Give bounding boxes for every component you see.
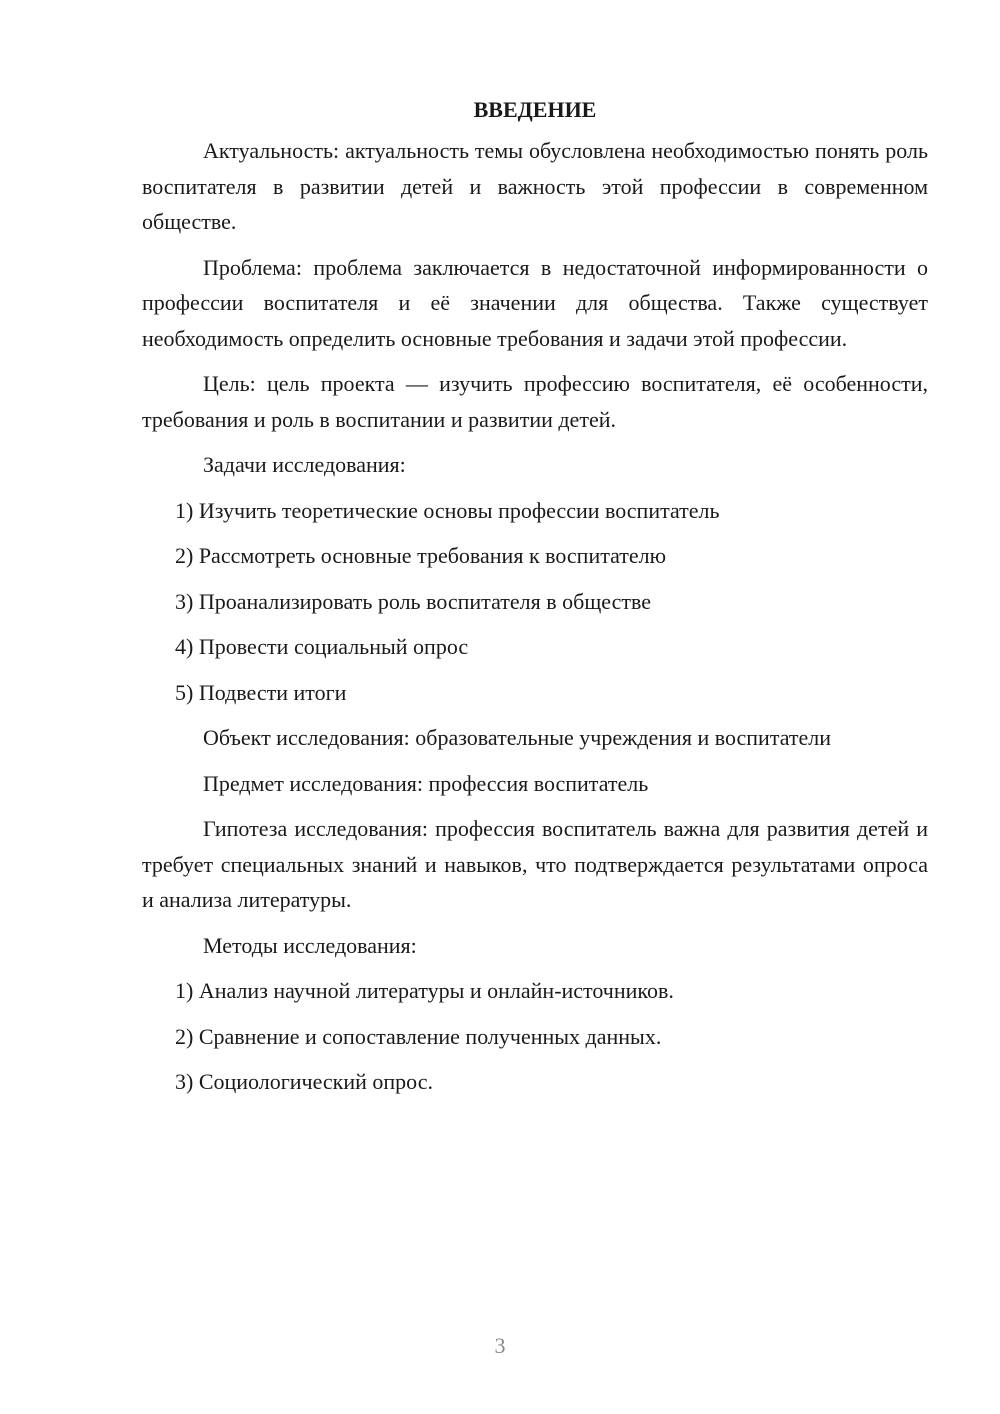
page-content xyxy=(142,92,928,1110)
relevance-paragraph: Актуальность: актуальность темы обусловлена необходимостью понять роль воспитателя в развитии детей и важность этой профессии в современном обществе. xyxy=(142,138,928,234)
object-paragraph: Объект исследования: образовательные учреждения и воспитатели xyxy=(203,725,832,750)
goal-paragraph: Цель: цель проекта — изучить профессию воспитателя, её особенности, требования и роль в воспитании и развитии детей. xyxy=(142,371,928,432)
subject-paragraph: Предмет исследования: профессия воспитатель xyxy=(203,770,649,796)
section-heading: ВВЕДЕНИЕ xyxy=(473,97,597,122)
tasks-heading: Задачи исследования: xyxy=(203,452,406,477)
methods-heading: Методы исследования: xyxy=(203,932,417,958)
task-item: 5) Подвести итоги xyxy=(175,679,347,705)
method-item: 1) Анализ научной литературы и онлайн-источников. xyxy=(175,978,674,1003)
task-item: 1) Изучить теоретические основы профессии воспитатель xyxy=(175,497,720,523)
task-item: 3) Проанализировать роль воспитателя в обществе xyxy=(175,588,651,614)
method-item: 2) Сравнение и сопоставление полученных данных. xyxy=(175,1023,662,1049)
task-item: 4) Провести социальный опрос xyxy=(175,634,469,659)
method-item: 3) Социологический опрос. xyxy=(175,1069,433,1094)
task-item: 2) Рассмотреть основные требования к воспитателю xyxy=(175,543,667,568)
problem-paragraph: Проблема: проблема заключается в недостаточной информированности о профессии воспитателя и её значении для общества. Также существует необходимость определить основные требования и задачи этой профессии. xyxy=(142,254,928,351)
page-number: 3 xyxy=(494,1333,506,1358)
hypothesis-paragraph: Гипотеза исследования: профессия воспитатель важна для развития детей и требует специальных знаний и навыков, что подтверждается результатами опроса и анализа литературы. xyxy=(142,816,928,912)
